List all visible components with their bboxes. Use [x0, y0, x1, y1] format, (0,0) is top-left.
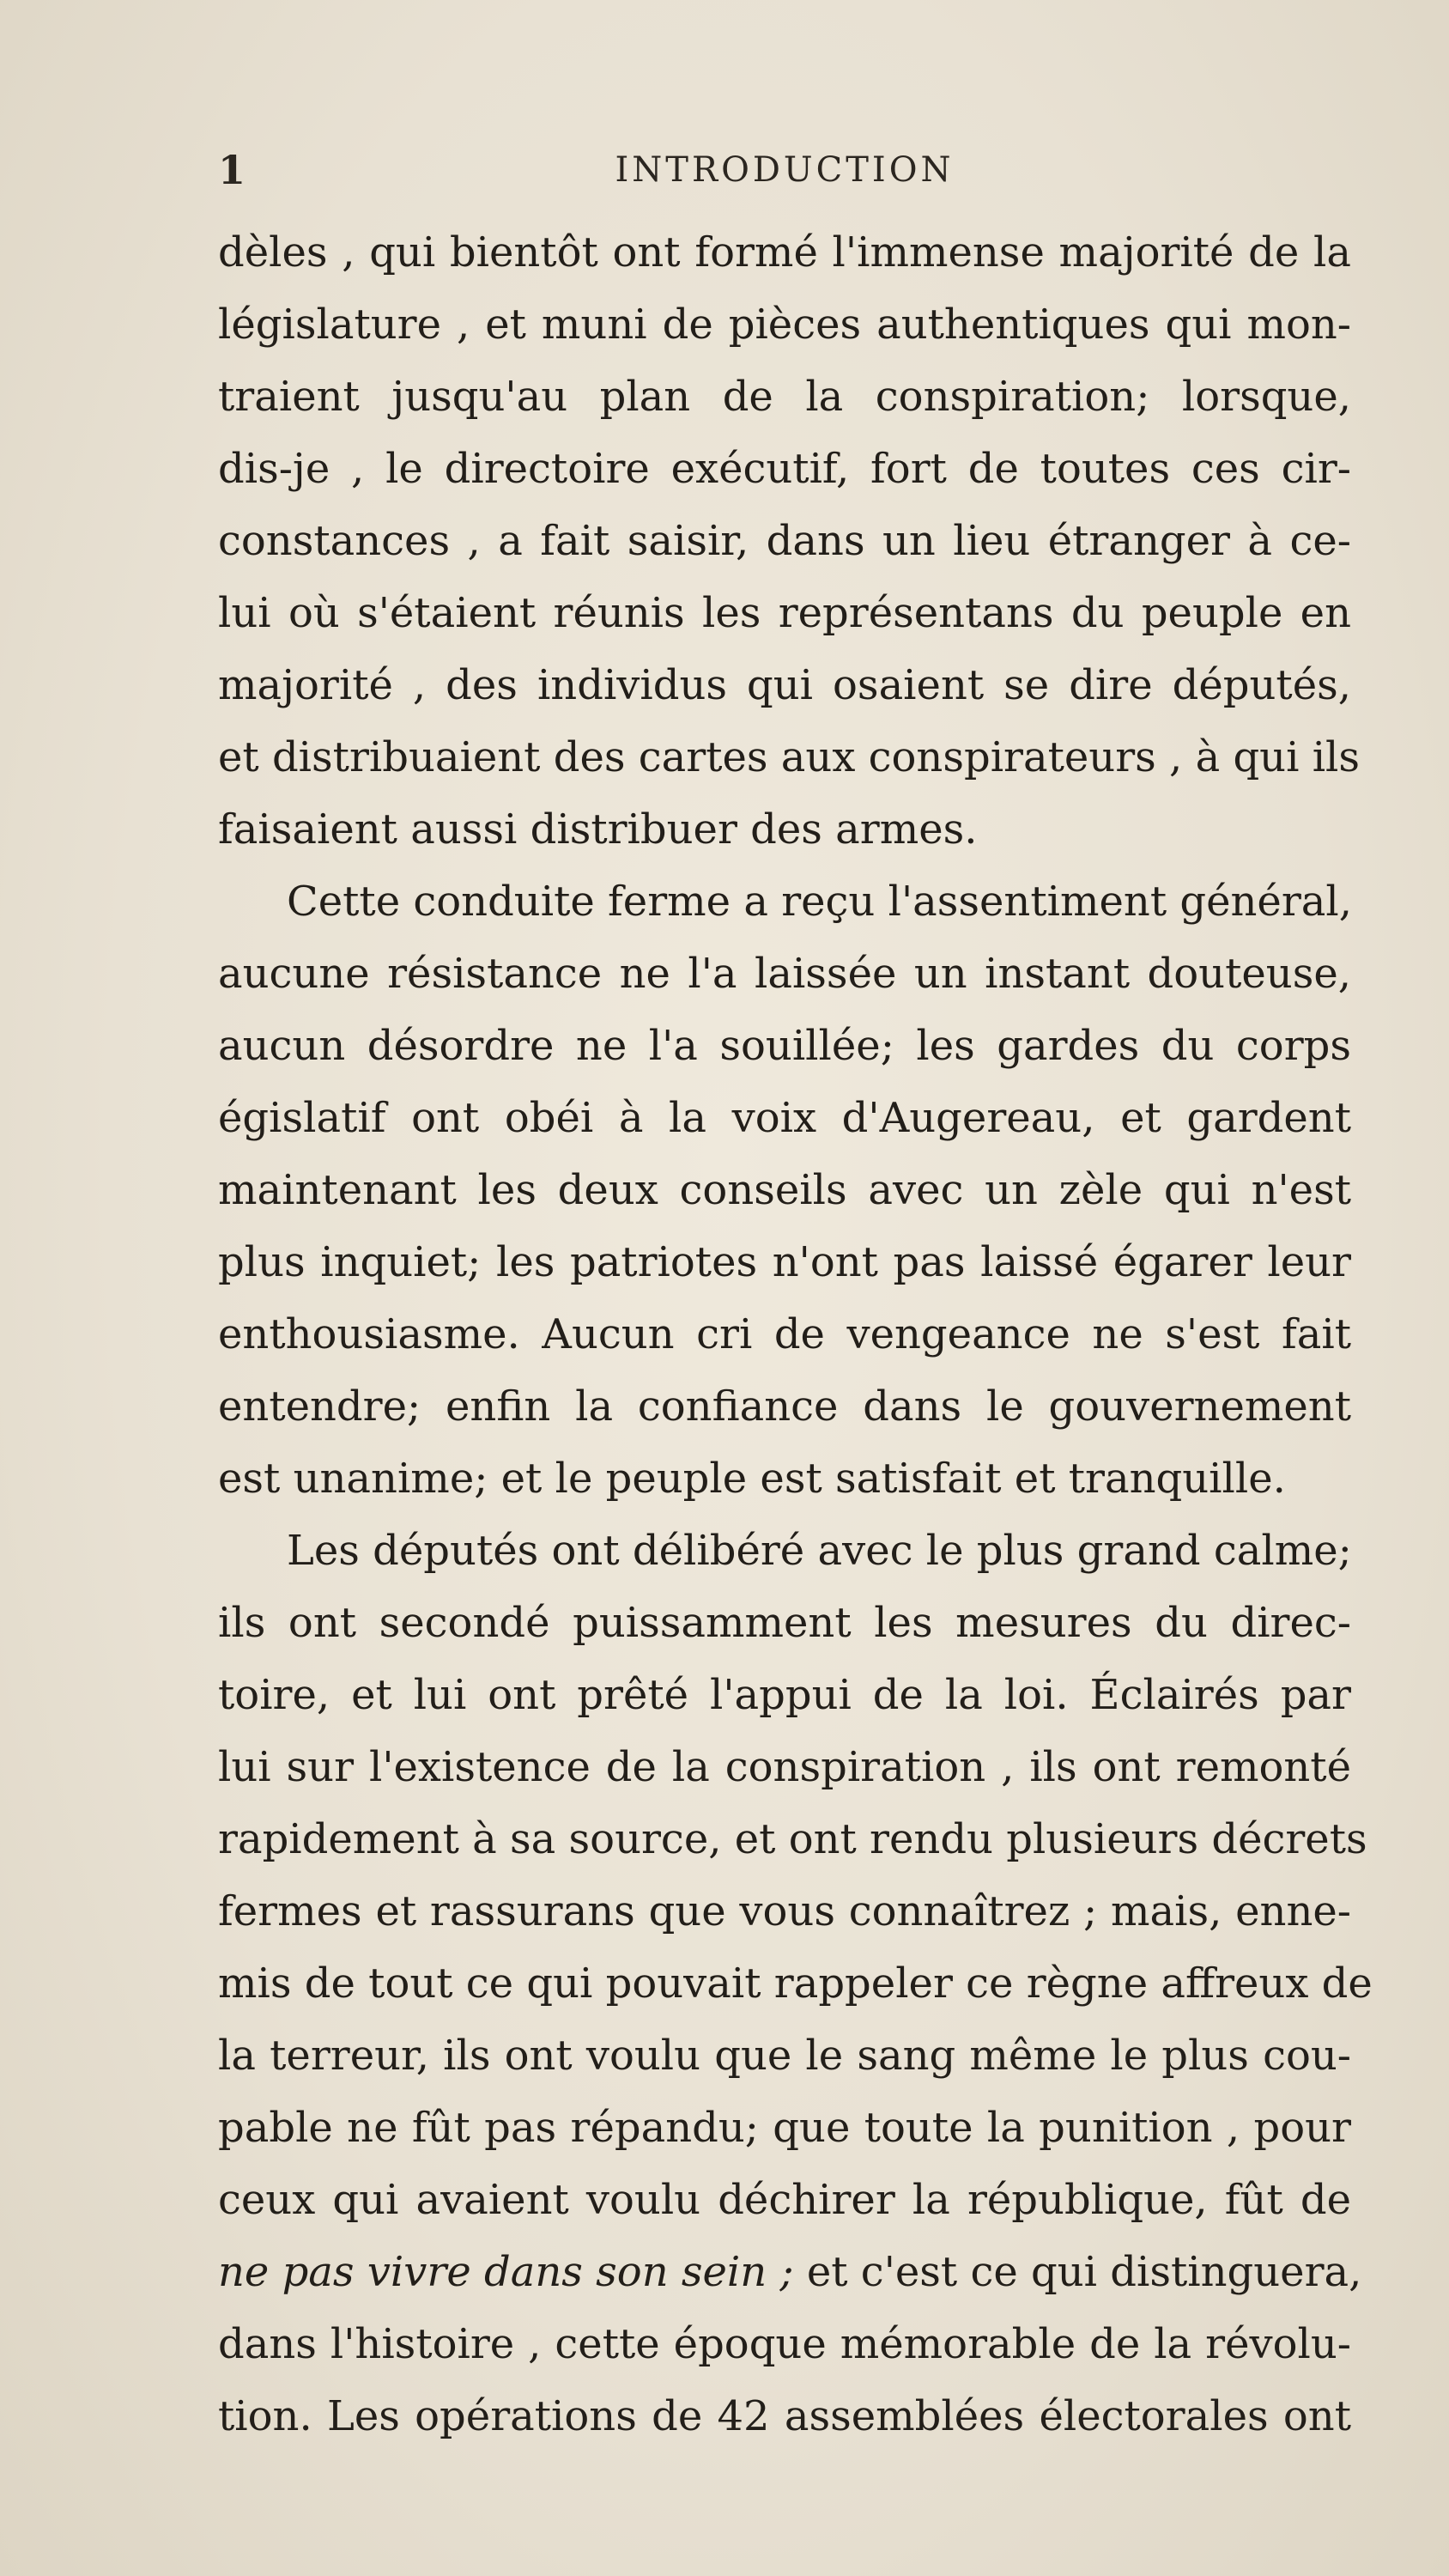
text-line: dans l'histoire , cette époque mémorable de la révolu- — [218, 2320, 1351, 2368]
paragraph-2 — [218, 866, 1351, 1515]
text-line: tion. Les opérations de 42 assemblées électorales ont — [218, 2392, 1351, 2440]
text-line: est unanime; et le peuple est satisfait et tranquille. — [218, 1455, 1286, 1503]
text-line: dèles , qui bientôt ont formé l'immense majorité de la — [218, 228, 1351, 276]
text-line: faisaient aussi distribuer des armes. — [218, 805, 978, 854]
text-line: aucune résistance ne l'a laissée un instant douteuse, — [218, 950, 1351, 998]
paragraph-1 — [218, 216, 1361, 866]
text-line: aucun désordre ne l'a souillée; les gardes du corps — [218, 1022, 1351, 1070]
text-line: Les députés ont délibéré avec le plus grand calme; — [287, 1527, 1352, 1575]
text-line: ceux qui avaient voulu déchirer la république, fût de — [218, 2176, 1351, 2224]
text-line: dis-je , le directoire exécutif, fort de toutes ces cir- — [218, 445, 1351, 493]
text-line: fermes et rassurans que vous connaîtrez ; mais, enne- — [218, 1887, 1351, 1935]
italic-line-rest: et c'est ce qui distinguera, — [793, 2248, 1362, 2296]
text-line: toire, et lui ont prêté l'appui de la loi. Éclairés par — [218, 1671, 1351, 1719]
page-number: 1 — [218, 147, 246, 193]
text-line: enthousiasme. Aucun cri de vengeance ne s'est fait — [218, 1310, 1351, 1358]
text-line: et distribuaient des cartes aux conspirateurs , à qui ils — [218, 733, 1361, 781]
text-line: maintenant les deux conseils avec un zèle qui n'est — [218, 1166, 1351, 1214]
text-line: pable ne fût pas répandu; que toute la punition , pour — [218, 2104, 1351, 2152]
text-line: rapidement à sa source, et ont rendu plusieurs décrets — [218, 1815, 1367, 1863]
paragraph-3 — [218, 1515, 1373, 2452]
text-line: mis de tout ce qui pouvait rappeler ce règne affreux de — [218, 1959, 1373, 2008]
text-line: ils ont secondé puissamment les mesures du direc- — [218, 1599, 1351, 1647]
body-text — [218, 216, 1373, 2452]
text-line: égislatif ont obéi à la voix d'Augereau, et gardent — [218, 1094, 1351, 1142]
running-title: INTRODUCTION — [615, 150, 955, 190]
text-line-italic — [218, 2236, 1362, 2308]
text-line: lui où s'étaient réunis les représentans du peuple en — [218, 589, 1351, 637]
text-line: constances , a fait saisir, dans un lieu étranger à ce- — [218, 517, 1351, 565]
text-line: législature , et muni de pièces authentiques qui mon- — [218, 301, 1351, 349]
text-line: la terreur, ils ont voulu que le sang même le plus cou- — [218, 2032, 1351, 2080]
text-line: lui sur l'existence de la conspiration , ils ont remonté — [218, 1743, 1351, 1791]
text-line: plus inquiet; les patriotes n'ont pas laissé égarer leur — [218, 1238, 1351, 1286]
text-line: entendre; enfin la confiance dans le gouvernement — [218, 1382, 1351, 1431]
text-line: Cette conduite ferme a reçu l'assentiment général, — [287, 878, 1352, 926]
text-line: traient jusqu'au plan de la conspiration; lorsque, — [218, 373, 1351, 421]
running-head — [218, 144, 1351, 196]
text-line: majorité , des individus qui osaient se dire députés, — [218, 661, 1351, 709]
italic-phrase: ne pas vivre dans son sein ; — [218, 2248, 794, 2296]
